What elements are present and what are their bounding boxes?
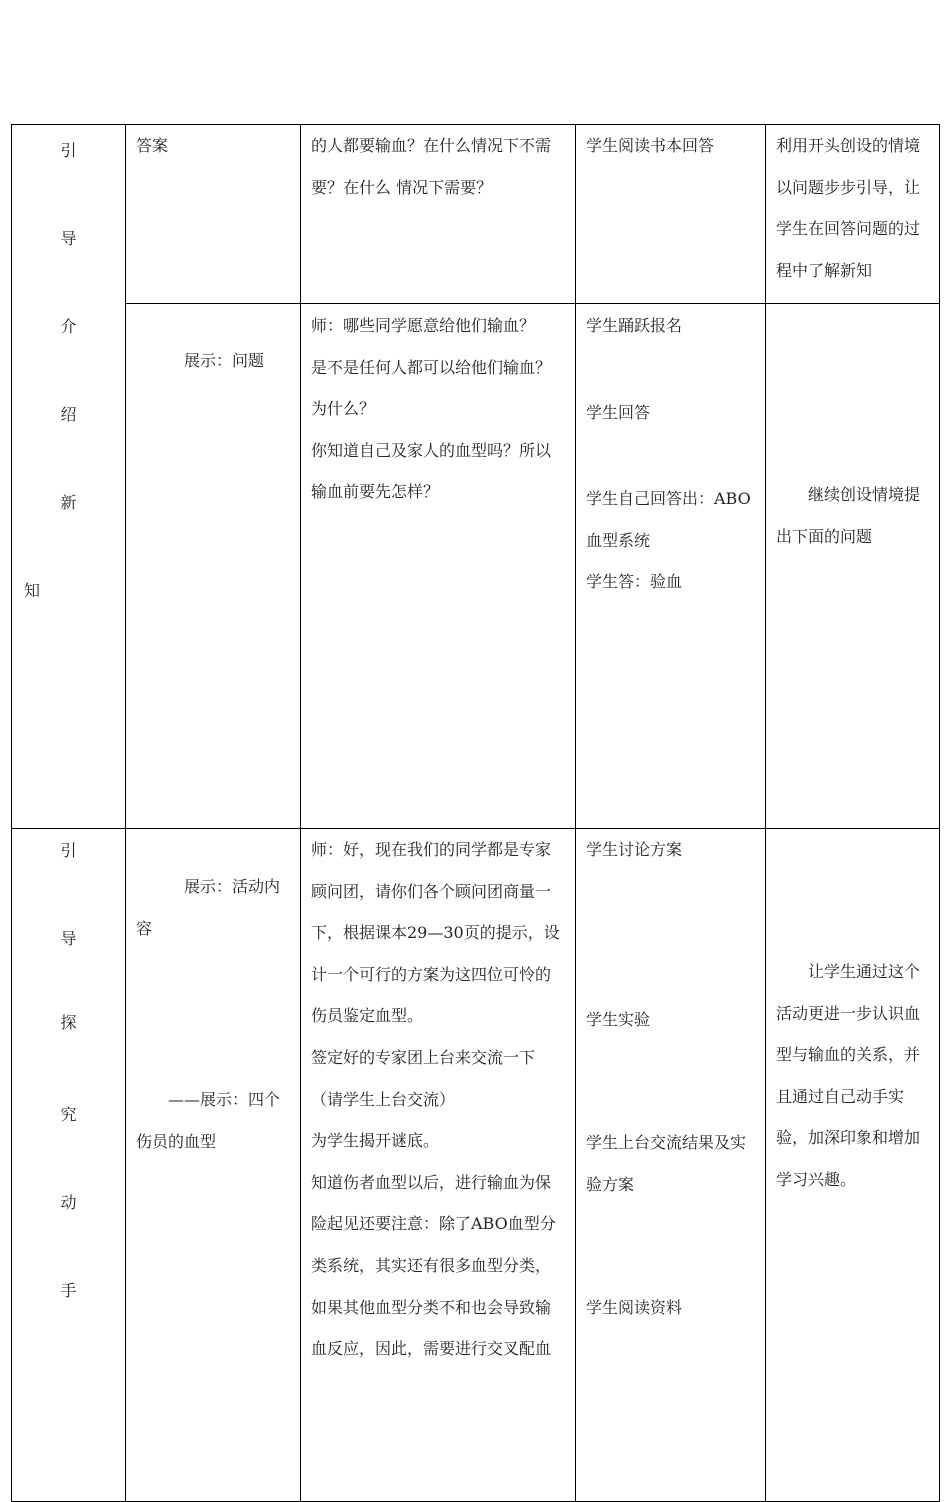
teacher-activity-cell [301,304,576,829]
cell-text: 师：好，现在我们的同学都是专家顾问团，请你们各个顾问团商量一下，根据课本29—30页的提示，设计一个可行的方案为这四位可怜的伤员鉴定血型。 [311,840,560,1026]
stage-char: 绍 [60,405,77,424]
table-row [12,304,940,829]
student-activity-cell [576,829,766,1502]
stage-cell-intro [12,125,126,829]
stage-char: 引 [60,841,77,860]
design-intent-cell [766,829,940,1502]
cell-text: ——展示：四个伤员的血型 [136,1090,281,1151]
stage-cell-explore [12,829,126,1502]
stage-char: 探 [60,1013,77,1032]
student-activity-cell [576,304,766,829]
stage-char: 动 [60,1193,77,1212]
stage-char: 介 [60,317,77,336]
cell-text: 签定好的专家团上台来交流一下（请学生上台交流） [311,1047,536,1109]
cell-text: 你知道自己及家人的血型吗？所以输血前要先怎样？ [311,440,552,502]
stage-char: 知 [24,581,41,600]
stage-char: 导 [60,929,77,948]
cell-text: 学生阅读资料 [586,1298,683,1318]
content-cell [126,125,301,304]
cell-text: 为学生揭开谜底。 [311,1131,440,1151]
cell-text: 学生讨论方案 [586,840,683,859]
stage-char: 导 [60,229,77,248]
cell-text: 答案 [136,136,169,155]
cell-text: 继续创设情境提出下面的问题 [776,485,921,546]
lesson-plan-table [11,124,940,1502]
student-activity-cell [576,125,766,304]
cell-text: 利用开头创设的情境以问题步步引导，让学生在回答问题的过程中了解新知 [776,136,921,280]
cell-text: 让学生通过这个活动更进一步认识血型与输血的关系，并且通过自己动手实验，加深印象和增加学习兴趣。 [776,962,921,1189]
stage-char: 引 [60,141,77,160]
cell-text: 展示：问题 [184,351,265,370]
cell-text: 学生答：验血 [586,572,683,592]
design-intent-cell [766,125,940,304]
cell-text: 为什么？ [311,399,376,419]
stage-char: 手 [60,1281,77,1300]
cell-text: 学生上台交流结果及实验方案 [586,1133,747,1194]
cell-text: 是不是任何人都可以给他们输血？ [311,357,552,377]
cell-text: 展示：活动内容 [136,877,281,938]
cell-text: 学生踊跃报名 [586,316,683,335]
content-cell [126,304,301,829]
teacher-activity-cell [301,829,576,1502]
cell-text: 的人都要输血？在什么情况下不需要？在什么 情况下需要？ [311,136,552,197]
stage-char: 究 [60,1105,77,1124]
cell-text: 学生回答 [586,402,651,422]
cell-text: 知道伤者血型以后，进行输血为保险起见还要注意：除了ABO血型分类系统，其实还有很多血型分类，如果其他血型分类不和也会导致输血反应，因此，需要进行交叉配血 [311,1172,556,1359]
cell-text: 学生自己回答出：ABO血型系统 [586,489,751,550]
teacher-activity-cell [301,125,576,304]
content-cell [126,829,301,1502]
cell-text: 学生阅读书本回答 [586,136,715,155]
table-row [12,125,940,304]
design-intent-cell [766,304,940,829]
cell-text: 学生实验 [586,1009,651,1029]
cell-text: 师：哪些同学愿意给他们输血？ [311,316,536,335]
table-row [12,829,940,1502]
stage-char: 新 [60,493,77,512]
